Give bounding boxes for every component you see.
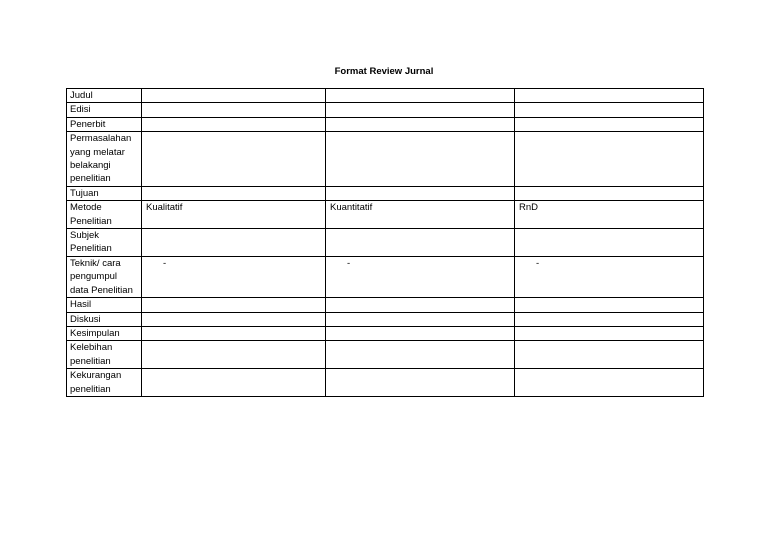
row-label-penerbit: Penerbit (67, 117, 142, 131)
table-cell (142, 89, 326, 103)
table-row (67, 201, 704, 229)
table-cell (142, 341, 326, 369)
table-cell (142, 186, 326, 200)
table-cell (326, 132, 515, 187)
table-cell (515, 132, 704, 187)
table-cell (515, 326, 704, 340)
table-cell (142, 298, 326, 312)
review-table (66, 88, 704, 397)
table-row (67, 298, 704, 312)
table-cell (142, 229, 326, 257)
table-row (67, 312, 704, 326)
table-row (67, 89, 704, 103)
table-cell (515, 312, 704, 326)
table-cell (326, 117, 515, 131)
table-cell (142, 132, 326, 187)
table-cell (142, 369, 326, 397)
table-row (67, 117, 704, 131)
table-row (67, 341, 704, 369)
row-label-kesimpulan: Kesimpulan (67, 326, 142, 340)
document-title: Format Review Jurnal (334, 66, 434, 77)
row-label-diskusi: Diskusi (67, 312, 142, 326)
dash-marker: - (163, 257, 167, 269)
table-cell (515, 229, 704, 257)
table-cell-rnd: RnD (515, 201, 704, 229)
table-cell (515, 186, 704, 200)
table-cell (326, 229, 515, 257)
table-cell (326, 256, 515, 297)
table-row (67, 229, 704, 257)
table-cell (515, 103, 704, 117)
table-cell (515, 298, 704, 312)
row-label-subjek: Subjek Penelitian (67, 229, 142, 257)
row-label-kekurangan: Kekurangan penelitian (67, 369, 142, 397)
dash-marker: - (347, 257, 351, 269)
table-cell (142, 256, 326, 297)
row-label-tujuan: Tujuan (67, 186, 142, 200)
table-cell (142, 103, 326, 117)
table-cell-kuantitatif: Kuantitatif (326, 201, 515, 229)
table-cell (326, 312, 515, 326)
table-row (67, 186, 704, 200)
table-cell (515, 89, 704, 103)
table-cell (142, 312, 326, 326)
table-cell (326, 103, 515, 117)
row-label-edisi: Edisi (67, 103, 142, 117)
table-row (67, 132, 704, 187)
table-cell (515, 341, 704, 369)
dash-marker: - (536, 257, 540, 269)
table-cell (142, 326, 326, 340)
table-cell (515, 117, 704, 131)
table-cell (515, 369, 704, 397)
table-cell (326, 298, 515, 312)
table-row (67, 103, 704, 117)
table-cell (326, 186, 515, 200)
row-label-hasil: Hasil (67, 298, 142, 312)
table-cell (326, 369, 515, 397)
table-cell-kualitatif: Kualitatif (142, 201, 326, 229)
table-cell (326, 341, 515, 369)
table-row (67, 256, 704, 297)
table-row (67, 369, 704, 397)
table-cell (515, 256, 704, 297)
row-label-judul: Judul (67, 89, 142, 103)
table-cell (326, 326, 515, 340)
row-label-kelebihan: Kelebihan penelitian (67, 341, 142, 369)
row-label-metode: Metode Penelitian (67, 201, 142, 229)
row-label-permasalahan: Permasalahan yang melatar belakangi penelitian (67, 132, 142, 187)
table-cell (326, 89, 515, 103)
row-label-teknik: Teknik/ cara pengumpul data Penelitian (67, 256, 142, 297)
table-row (67, 326, 704, 340)
table-cell (142, 117, 326, 131)
